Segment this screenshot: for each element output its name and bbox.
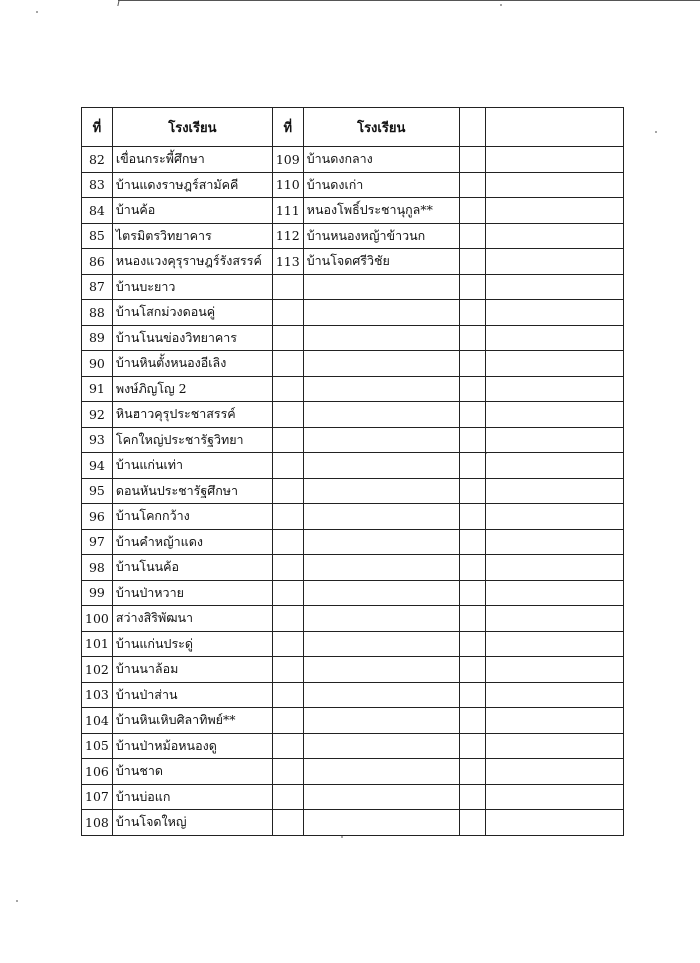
school-name-right <box>303 708 459 734</box>
empty-cell <box>459 147 485 173</box>
school-name-right: บ้านโจดศรีวิชัย <box>303 249 459 275</box>
empty-cell <box>485 504 623 530</box>
scan-speck <box>36 11 38 13</box>
school-name-right <box>303 580 459 606</box>
row-number-right <box>272 504 303 530</box>
empty-cell <box>459 631 485 657</box>
table-row <box>82 580 624 606</box>
school-name-right <box>303 402 459 428</box>
table-row <box>82 300 624 326</box>
row-number-left: 98 <box>82 555 113 581</box>
table-row <box>82 529 624 555</box>
table-row <box>82 402 624 428</box>
empty-cell <box>485 631 623 657</box>
school-name-right <box>303 784 459 810</box>
row-number-right <box>272 351 303 377</box>
header-empty-2 <box>485 108 623 147</box>
school-name-left: บ้านคำหญ้าแดง <box>112 529 272 555</box>
table-row <box>82 325 624 351</box>
empty-cell <box>459 274 485 300</box>
empty-cell <box>485 172 623 198</box>
school-name-left: บ้านหินเหิบศิลาทิพย์** <box>112 708 272 734</box>
school-name-right <box>303 453 459 479</box>
school-name-left: บ้านชาด <box>112 759 272 785</box>
table-row <box>82 172 624 198</box>
school-name-right <box>303 376 459 402</box>
table-row <box>82 606 624 632</box>
row-number-right <box>272 682 303 708</box>
school-name-left: หินฮาวคุรุประชาสรรค์ <box>112 402 272 428</box>
row-number-left: 92 <box>82 402 113 428</box>
empty-cell <box>485 708 623 734</box>
row-number-left: 88 <box>82 300 113 326</box>
empty-cell <box>459 810 485 836</box>
table-row <box>82 810 624 836</box>
header-school-right: โรงเรียน <box>303 108 459 147</box>
school-name-left: บ้านป่าส่าน <box>112 682 272 708</box>
empty-cell <box>485 606 623 632</box>
row-number-right <box>272 580 303 606</box>
school-name-left: บ้านบะยาว <box>112 274 272 300</box>
row-number-right <box>272 657 303 683</box>
school-name-left: บ้านแก่นเท่า <box>112 453 272 479</box>
table-row <box>82 504 624 530</box>
empty-cell <box>485 274 623 300</box>
scan-speck <box>655 131 657 133</box>
table-row <box>82 682 624 708</box>
row-number-right: 110 <box>272 172 303 198</box>
school-name-right <box>303 606 459 632</box>
empty-cell <box>485 453 623 479</box>
empty-cell <box>459 478 485 504</box>
row-number-left: 86 <box>82 249 113 275</box>
row-number-left: 82 <box>82 147 113 173</box>
school-name-right <box>303 351 459 377</box>
row-number-right <box>272 453 303 479</box>
row-number-right <box>272 325 303 351</box>
empty-cell <box>459 223 485 249</box>
row-number-left: 94 <box>82 453 113 479</box>
school-name-right: หนองโพธิ์ประชานุกูล** <box>303 198 459 224</box>
school-name-left: บ้านแก่นประดู่ <box>112 631 272 657</box>
row-number-left: 87 <box>82 274 113 300</box>
school-name-right: บ้านดงเก่า <box>303 172 459 198</box>
row-number-right <box>272 529 303 555</box>
school-name-right <box>303 631 459 657</box>
table-row <box>82 376 624 402</box>
row-number-left: 95 <box>82 478 113 504</box>
row-number-left: 84 <box>82 198 113 224</box>
school-name-right <box>303 810 459 836</box>
school-name-right <box>303 759 459 785</box>
empty-cell <box>485 427 623 453</box>
school-name-left: เขื่อนกระพี้ศึกษา <box>112 147 272 173</box>
table-row <box>82 351 624 377</box>
empty-cell <box>485 657 623 683</box>
school-name-left: บ้านโนนค้อ <box>112 555 272 581</box>
row-number-left: 103 <box>82 682 113 708</box>
row-number-right <box>272 478 303 504</box>
scan-speck <box>341 836 343 838</box>
table-row <box>82 784 624 810</box>
empty-cell <box>485 733 623 759</box>
row-number-left: 83 <box>82 172 113 198</box>
empty-cell <box>459 555 485 581</box>
row-number-left: 85 <box>82 223 113 249</box>
empty-cell <box>459 580 485 606</box>
row-number-right <box>272 810 303 836</box>
row-number-left: 106 <box>82 759 113 785</box>
header-number-right: ที่ <box>272 108 303 147</box>
empty-cell <box>459 172 485 198</box>
empty-cell <box>459 351 485 377</box>
school-name-left: ไตรมิตรวิทยาคาร <box>112 223 272 249</box>
school-name-left: บ้านโจดใหญ่ <box>112 810 272 836</box>
school-name-right <box>303 682 459 708</box>
empty-cell <box>485 810 623 836</box>
school-name-right <box>303 325 459 351</box>
school-name-right <box>303 657 459 683</box>
empty-cell <box>459 606 485 632</box>
row-number-left: 105 <box>82 733 113 759</box>
school-name-left: ดอนหันประชารัฐศึกษา <box>112 478 272 504</box>
empty-cell <box>485 325 623 351</box>
empty-cell <box>459 300 485 326</box>
empty-cell <box>485 682 623 708</box>
empty-cell <box>459 784 485 810</box>
empty-cell <box>485 784 623 810</box>
school-name-right: บ้านดงกลาง <box>303 147 459 173</box>
empty-cell <box>459 453 485 479</box>
school-name-left: โคกใหญ่ประชารัฐวิทยา <box>112 427 272 453</box>
empty-cell <box>459 402 485 428</box>
row-number-right <box>272 427 303 453</box>
school-name-left: บ้านบ่อแก <box>112 784 272 810</box>
row-number-left: 89 <box>82 325 113 351</box>
empty-cell <box>485 402 623 428</box>
row-number-right <box>272 631 303 657</box>
row-number-left: 108 <box>82 810 113 836</box>
empty-cell <box>485 223 623 249</box>
school-name-right <box>303 427 459 453</box>
row-number-right <box>272 402 303 428</box>
table-row <box>82 427 624 453</box>
school-name-left: พงษ์ภิญโญ 2 <box>112 376 272 402</box>
school-name-right <box>303 478 459 504</box>
table-header-row <box>82 108 624 147</box>
empty-cell <box>485 249 623 275</box>
school-name-left: บ้านโสกม่วงดอนคู่ <box>112 300 272 326</box>
school-name-right <box>303 733 459 759</box>
empty-cell <box>485 376 623 402</box>
table-row <box>82 147 624 173</box>
empty-cell <box>459 682 485 708</box>
table-row <box>82 555 624 581</box>
row-number-right <box>272 733 303 759</box>
school-name-right <box>303 300 459 326</box>
table-row <box>82 198 624 224</box>
empty-cell <box>459 198 485 224</box>
row-number-right: 112 <box>272 223 303 249</box>
empty-cell <box>459 376 485 402</box>
row-number-right <box>272 376 303 402</box>
row-number-right: 113 <box>272 249 303 275</box>
table-row <box>82 759 624 785</box>
row-number-right <box>272 274 303 300</box>
empty-cell <box>459 325 485 351</box>
table-row <box>82 708 624 734</box>
row-number-left: 93 <box>82 427 113 453</box>
empty-cell <box>485 198 623 224</box>
row-number-left: 96 <box>82 504 113 530</box>
header-school-left: โรงเรียน <box>112 108 272 147</box>
row-number-right <box>272 708 303 734</box>
school-name-right <box>303 274 459 300</box>
empty-cell <box>485 147 623 173</box>
empty-cell <box>459 249 485 275</box>
header-number-left: ที่ <box>82 108 113 147</box>
empty-cell <box>485 351 623 377</box>
row-number-left: 102 <box>82 657 113 683</box>
scan-speck <box>16 900 18 902</box>
school-name-left: บ้านนาล้อม <box>112 657 272 683</box>
school-name-left: บ้านโนนข่องวิทยาคาร <box>112 325 272 351</box>
empty-cell <box>485 555 623 581</box>
row-number-right <box>272 555 303 581</box>
school-name-left: บ้านหินตั้งหนองอีเลิง <box>112 351 272 377</box>
table-row <box>82 631 624 657</box>
row-number-right <box>272 759 303 785</box>
empty-cell <box>459 708 485 734</box>
row-number-right: 109 <box>272 147 303 173</box>
row-number-left: 97 <box>82 529 113 555</box>
row-number-right <box>272 300 303 326</box>
empty-cell <box>459 504 485 530</box>
table-row <box>82 249 624 275</box>
scan-border-tick <box>117 0 119 6</box>
row-number-left: 101 <box>82 631 113 657</box>
table-row <box>82 274 624 300</box>
school-name-left: หนองแวงคุรุราษฎร์รังสรรค์ <box>112 249 272 275</box>
school-name-left: สว่างสิริพัฒนา <box>112 606 272 632</box>
scan-speck <box>500 4 502 6</box>
school-name-right <box>303 529 459 555</box>
scan-border-line <box>118 0 700 1</box>
empty-cell <box>485 529 623 555</box>
table-row <box>82 733 624 759</box>
empty-cell <box>485 580 623 606</box>
table-row <box>82 657 624 683</box>
table-row <box>82 478 624 504</box>
row-number-left: 104 <box>82 708 113 734</box>
empty-cell <box>485 300 623 326</box>
school-name-right: บ้านหนองหญ้าข้าวนก <box>303 223 459 249</box>
row-number-left: 90 <box>82 351 113 377</box>
empty-cell <box>459 529 485 555</box>
school-name-left: บ้านแดงราษฎร์สามัคคี <box>112 172 272 198</box>
empty-cell <box>459 759 485 785</box>
row-number-right <box>272 784 303 810</box>
school-name-left: บ้านป่าหวาย <box>112 580 272 606</box>
table-row <box>82 223 624 249</box>
school-name-left: บ้านป่าหม้อหนองดู <box>112 733 272 759</box>
empty-cell <box>485 759 623 785</box>
school-name-right <box>303 504 459 530</box>
empty-cell <box>485 478 623 504</box>
empty-cell <box>459 733 485 759</box>
empty-cell <box>459 427 485 453</box>
row-number-right: 111 <box>272 198 303 224</box>
row-number-left: 91 <box>82 376 113 402</box>
empty-cell <box>459 657 485 683</box>
row-number-left: 107 <box>82 784 113 810</box>
row-number-left: 99 <box>82 580 113 606</box>
row-number-right <box>272 606 303 632</box>
school-name-right <box>303 555 459 581</box>
header-empty-1 <box>459 108 485 147</box>
school-name-left: บ้านค้อ <box>112 198 272 224</box>
table-row <box>82 453 624 479</box>
row-number-left: 100 <box>82 606 113 632</box>
school-list-table <box>81 107 624 836</box>
school-name-left: บ้านโคกกว้าง <box>112 504 272 530</box>
